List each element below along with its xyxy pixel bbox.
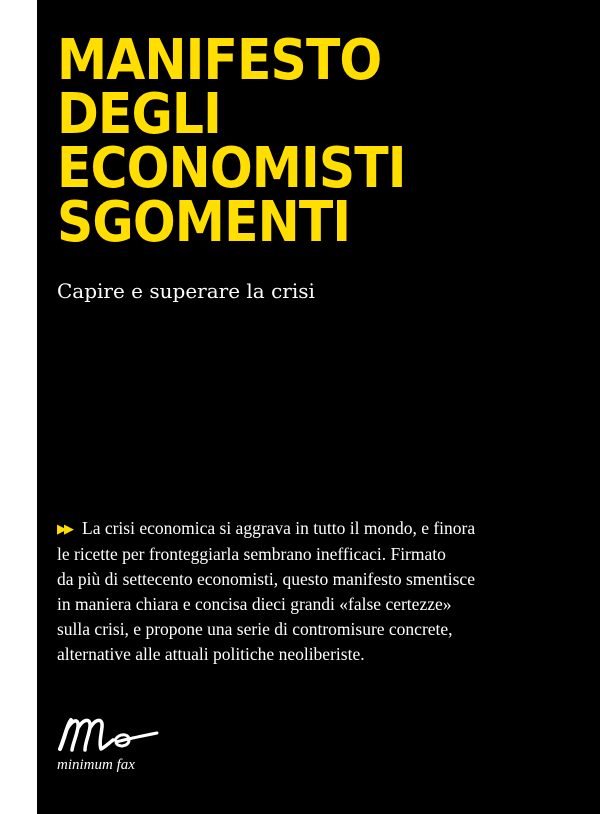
title-line: SGOMENTI (57, 190, 351, 255)
back-blurb (57, 516, 597, 667)
white-edge-strip (0, 0, 37, 814)
blurb-line (57, 516, 597, 542)
minimum-fax-logo-icon (57, 713, 165, 757)
title-line: MANIFESTO (57, 28, 382, 93)
blurb-line-text: La crisi economica si aggrava in tutto il mondo, e finora (82, 518, 476, 538)
title-line: DEGLI (57, 82, 222, 147)
publisher-name: minimum fax (57, 757, 135, 773)
blurb-line: alternative alle attuali politiche neoliberiste. (57, 644, 365, 664)
blurb-line: le ricette per fronteggiarla sembrano inefficaci. Firmato (57, 544, 446, 564)
blurb-line: da più di settecento economisti, questo manifesto smentisce (57, 569, 475, 589)
double-arrow-icon: ▶▶ (57, 522, 71, 537)
title-line: ECONOMISTI (57, 136, 406, 201)
blurb-line: in maniera chiara e concisa dieci grandi «false certezze» (57, 594, 452, 614)
blurb-line: sulla crisi, e propone una serie di contromisure concrete, (57, 619, 453, 639)
book-title (57, 28, 406, 255)
book-subtitle: Capire e superare la crisi (57, 279, 315, 303)
